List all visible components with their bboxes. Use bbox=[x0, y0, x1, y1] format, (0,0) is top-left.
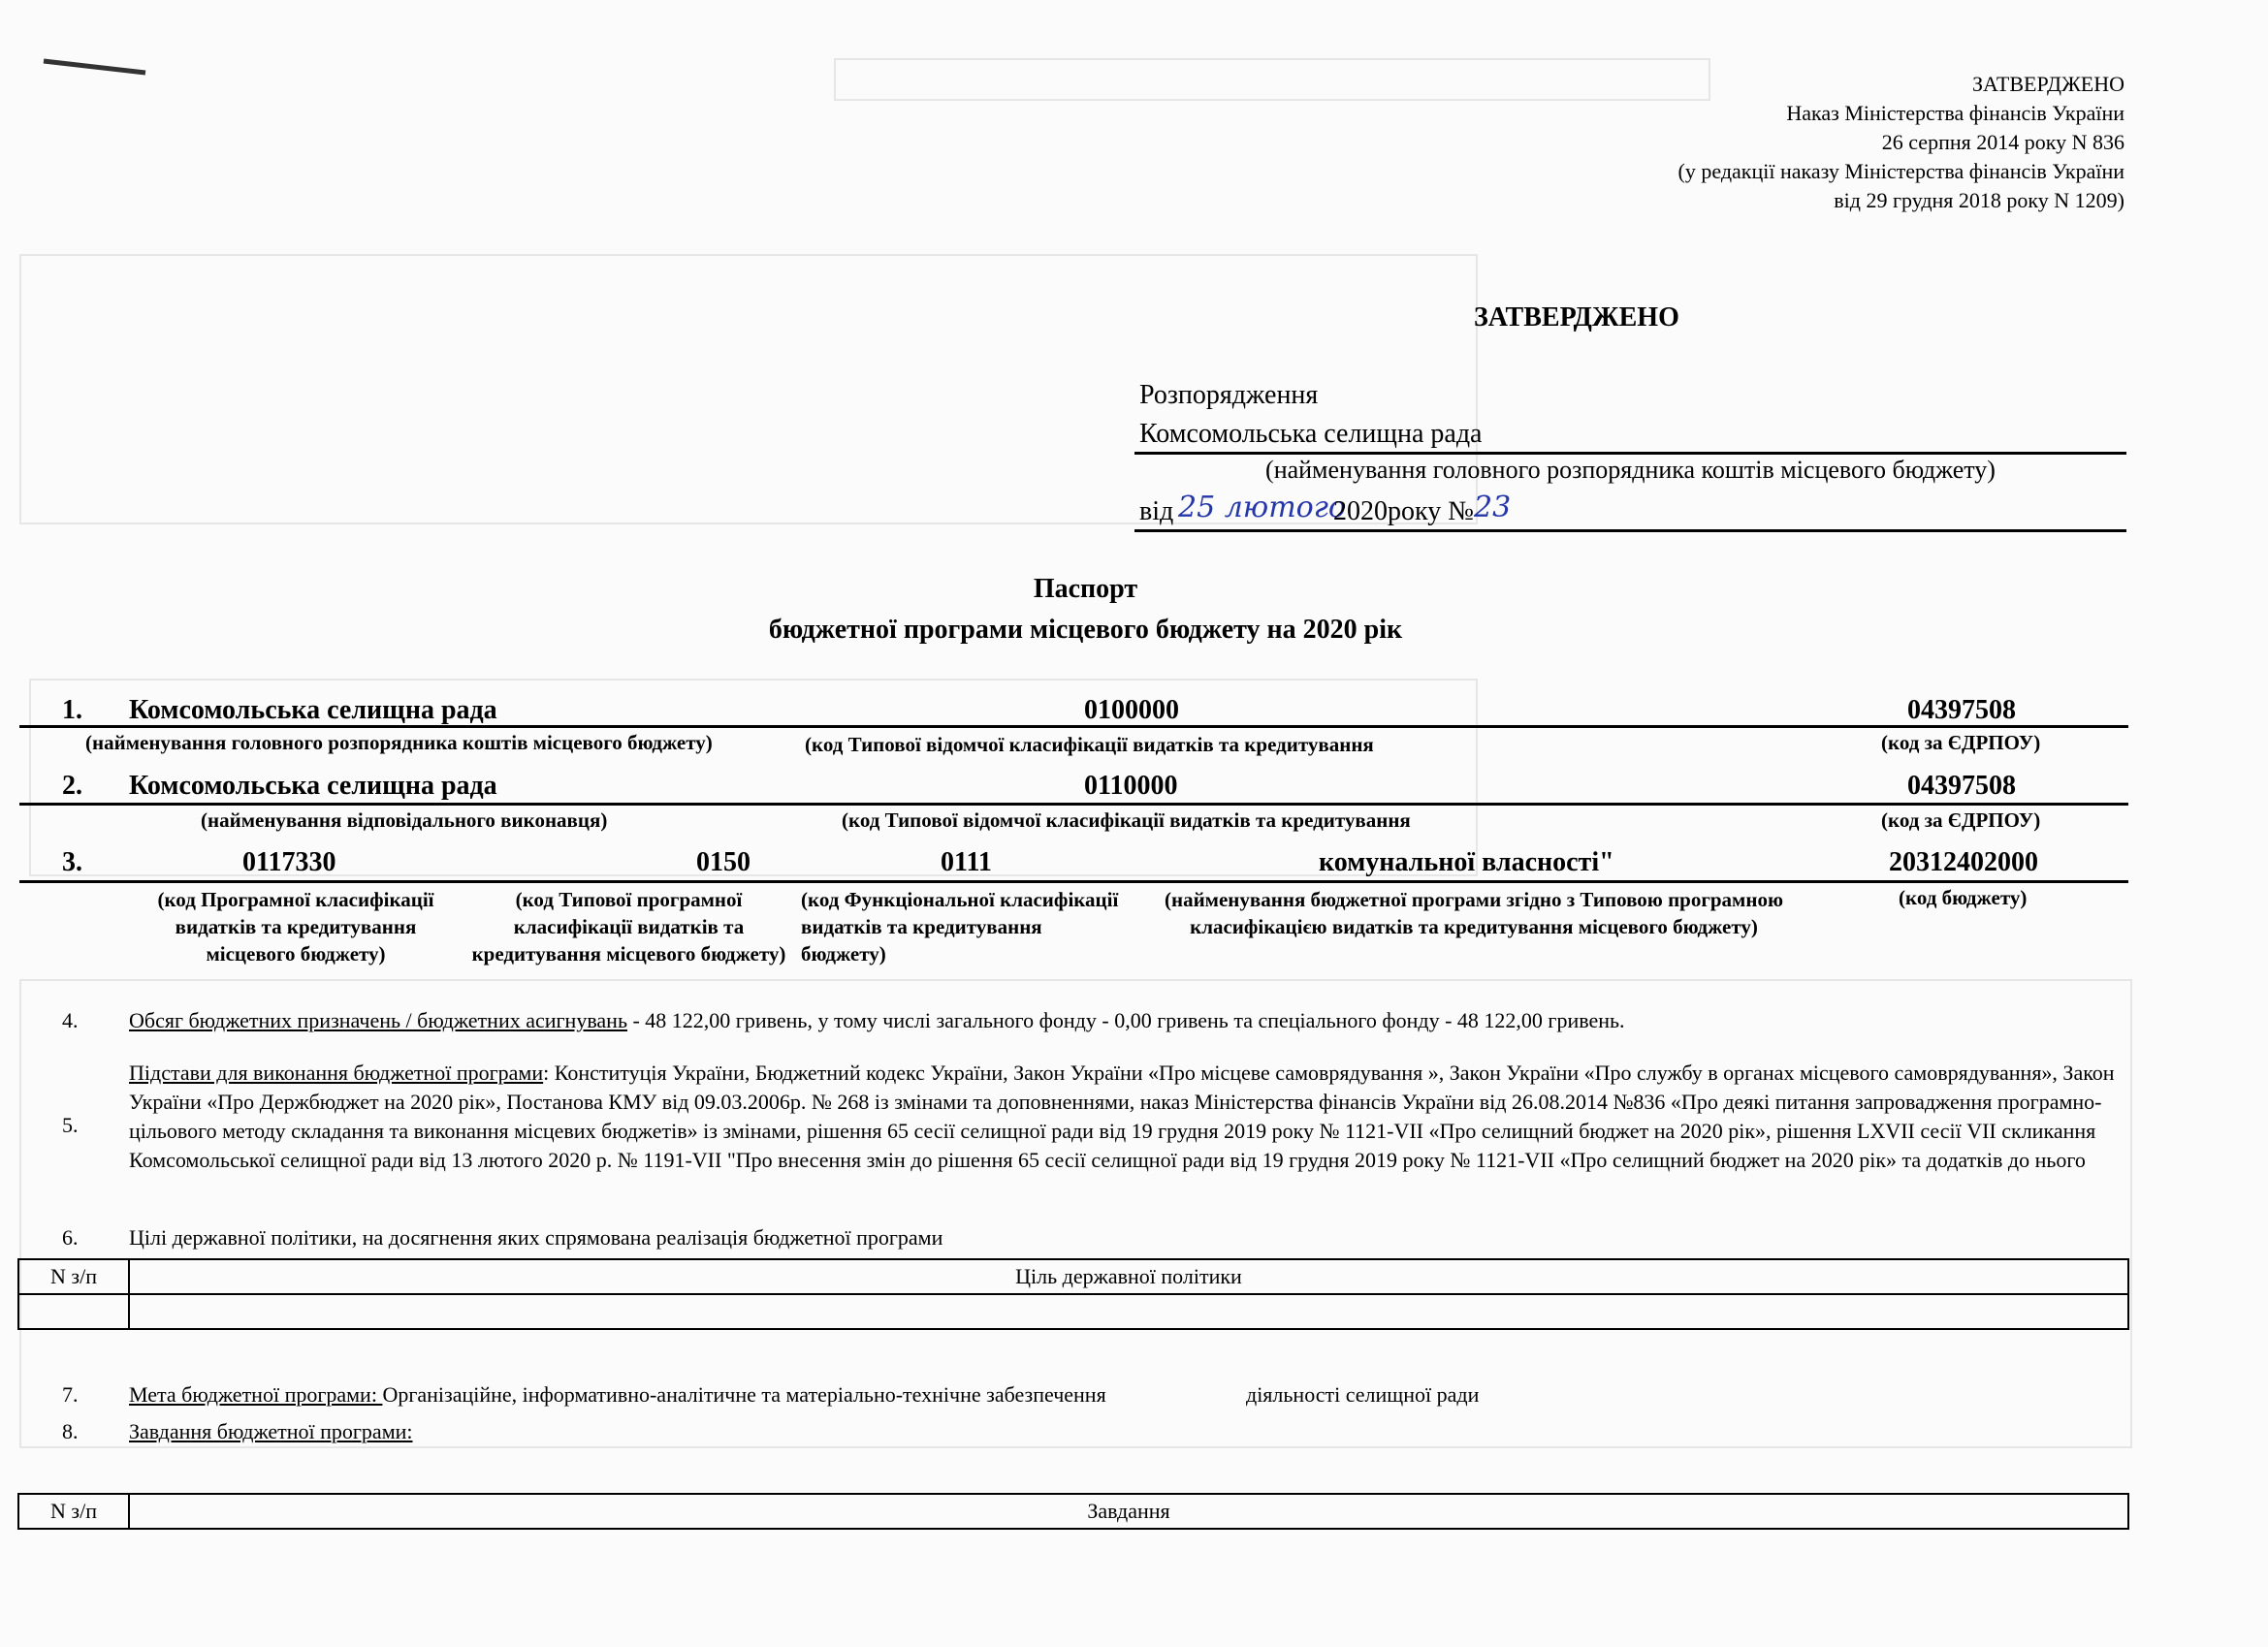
approval-org: Комсомольська селищна рада bbox=[1139, 419, 1483, 449]
item5-number: 5. bbox=[62, 1113, 79, 1137]
item7-text-cont: діяльності селищної ради bbox=[1246, 1382, 1480, 1407]
item5-text bbox=[129, 1059, 2126, 1175]
row1-name: Комсомольська селищна рада bbox=[129, 695, 497, 725]
handwritten-number: 23 bbox=[1474, 491, 1512, 524]
item4-value: - 48 122,00 гривень, у тому числі загального фонду - 0,00 гривень та спеціального фонду - 48 122,00 гривень. bbox=[626, 1008, 1625, 1032]
table-header-row bbox=[18, 1494, 2128, 1529]
table-header-number: N з/п bbox=[18, 1259, 129, 1294]
approval-year: 2020року № bbox=[1333, 496, 1474, 526]
table-header-task: Завдання bbox=[129, 1494, 2128, 1529]
item4-label: Обсяг бюджетних призначень / бюджетних асигнувань bbox=[129, 1008, 627, 1032]
passport-title: Паспорт bbox=[1033, 574, 1138, 604]
item8-number: 8. bbox=[62, 1419, 79, 1443]
item7-value: Організаційне, інформативно-аналітичне та матеріально-технічне забезпечення bbox=[382, 1382, 1106, 1407]
row1-caption-code: (код Типової відомчої класифікації видатків та кредитування bbox=[805, 733, 1374, 756]
row3-program-name: комунальної власності" bbox=[1319, 847, 1614, 877]
row1-caption-edrpou: (код за ЄДРПОУ) bbox=[1881, 731, 2041, 754]
approval-org-caption: (найменування головного розпорядника коштів місцевого бюджету) bbox=[1265, 456, 1996, 484]
row2-name: Комсомольська селищна рада bbox=[129, 771, 497, 801]
item7-label: Мета бюджетної програми: bbox=[129, 1382, 383, 1407]
row3-functional-code: 0111 bbox=[941, 847, 992, 877]
row3-program-code: 0117330 bbox=[242, 847, 336, 877]
row3-caption-typical: (код Типової програмної класифікації видатків та кредитування місцевого бюджету) bbox=[471, 888, 786, 966]
row2-number: 2. bbox=[62, 771, 82, 801]
approval-note-line: Наказ Міністерства фінансів України bbox=[1786, 101, 2124, 125]
approval-note-line: від 29 грудня 2018 року N 1209) bbox=[1834, 188, 2124, 212]
row2-edrpou: 04397508 bbox=[1907, 771, 2016, 801]
row3-number: 3. bbox=[62, 847, 82, 877]
divider bbox=[19, 880, 2128, 883]
tasks-table bbox=[17, 1493, 2129, 1530]
row1-edrpou: 04397508 bbox=[1907, 695, 2016, 725]
item7-number: 7. bbox=[62, 1382, 79, 1407]
item4-number: 4. bbox=[62, 1008, 79, 1032]
divider bbox=[19, 803, 2128, 806]
row3-caption-functional: (код Функціональної класифікації видатків та кредитування бюджету) bbox=[801, 888, 1119, 966]
approval-note-title: ЗАТВЕРДЖЕНО bbox=[1971, 72, 2124, 96]
row2-caption-edrpou: (код за ЄДРПОУ) bbox=[1881, 808, 2041, 832]
item5-value: : Конституція України, Бюджетний кодекс України, Закон України «Про місцеве самоврядування », Закон України «Про службу в органах місцевого самоврядування», Закон України «Про Держбюджет на 2020 рік», Постанова КМУ від 09.03.2006р. № 268 із змінами та доповненнями, наказ Міністерства фінансів України від 26.08.2014 №836 «Про деякі питання запровадження програмно-цільового методу складання та виконання місцевих бюджетів» із змінами, рішення 65 сесії селищної ради від 19 грудня 2019 року № 1121-VII «Про селищний бюджет на 2020 рік», рішення LXVII сесії VII скликання Комсомольської селищної ради від 13 лютого 2020 р. № 1191-VII "Про внесення змін до рішення 65 сесії селищної ради від 19 грудня 2019 року № 1121-VII «Про селищний бюджет на 2020 рік» та додатків до нього bbox=[129, 1061, 2115, 1172]
row3-budget-code: 20312402000 bbox=[1889, 847, 2038, 877]
item6-number: 6. bbox=[62, 1225, 79, 1250]
row2-code: 0110000 bbox=[1084, 771, 1178, 801]
table-header-goal: Ціль державної політики bbox=[129, 1259, 2128, 1294]
approval-doc-type: Розпорядження bbox=[1139, 380, 1319, 410]
table-cell bbox=[18, 1294, 129, 1329]
row2-caption-name: (найменування відповідального виконавця) bbox=[201, 808, 608, 832]
row1-number: 1. bbox=[62, 695, 82, 725]
table-cell bbox=[129, 1294, 2128, 1329]
approval-note-line: 26 серпня 2014 року N 836 bbox=[1881, 130, 2124, 154]
row3-caption-budget: (код бюджету) bbox=[1899, 886, 2028, 909]
passport-subtitle: бюджетної програми місцевого бюджету на 2020 рік bbox=[768, 615, 1403, 645]
row1-code: 0100000 bbox=[1084, 695, 1179, 725]
approval-note-line: (у редакції наказу Міністерства фінансів України bbox=[1677, 159, 2124, 183]
item8-label: Завдання бюджетної програми: bbox=[129, 1419, 413, 1443]
handwritten-date: 25 лютого bbox=[1178, 491, 1346, 524]
table-header-row bbox=[18, 1259, 2128, 1294]
item7-text bbox=[129, 1382, 1106, 1408]
divider bbox=[1134, 529, 2126, 532]
row3-typical-code: 0150 bbox=[696, 847, 751, 877]
row3-caption-program: (код Програмної класифікації видатків та кредитування місцевого бюджету) bbox=[157, 888, 434, 966]
row3-caption-name: (найменування бюджетної програми згідно з Типовою програмною класифікацією видатків та кредитування місцевого бюджету) bbox=[1164, 888, 1784, 938]
divider bbox=[1134, 452, 2126, 455]
approval-date-prefix: від bbox=[1139, 496, 1174, 526]
goals-table bbox=[17, 1258, 2129, 1330]
row1-caption-name: (найменування головного розпорядника коштів місцевого бюджету) bbox=[85, 731, 713, 754]
table-header-number: N з/п bbox=[18, 1494, 129, 1529]
approval-title: ЗАТВЕРДЖЕНО bbox=[1474, 302, 1679, 333]
staple-mark bbox=[39, 53, 155, 82]
row2-caption-code: (код Типової відомчої класифікації видатків та кредитування bbox=[842, 808, 1411, 832]
item6-text: Цілі державної політики, на досягнення яких спрямована реалізація бюджетної програми bbox=[129, 1225, 943, 1250]
item4-text bbox=[129, 1008, 1625, 1033]
divider bbox=[19, 725, 2128, 728]
show-through-table bbox=[19, 979, 2132, 1448]
table-row bbox=[18, 1294, 2128, 1329]
item5-label: Підстави для виконання бюджетної програми bbox=[129, 1061, 544, 1085]
